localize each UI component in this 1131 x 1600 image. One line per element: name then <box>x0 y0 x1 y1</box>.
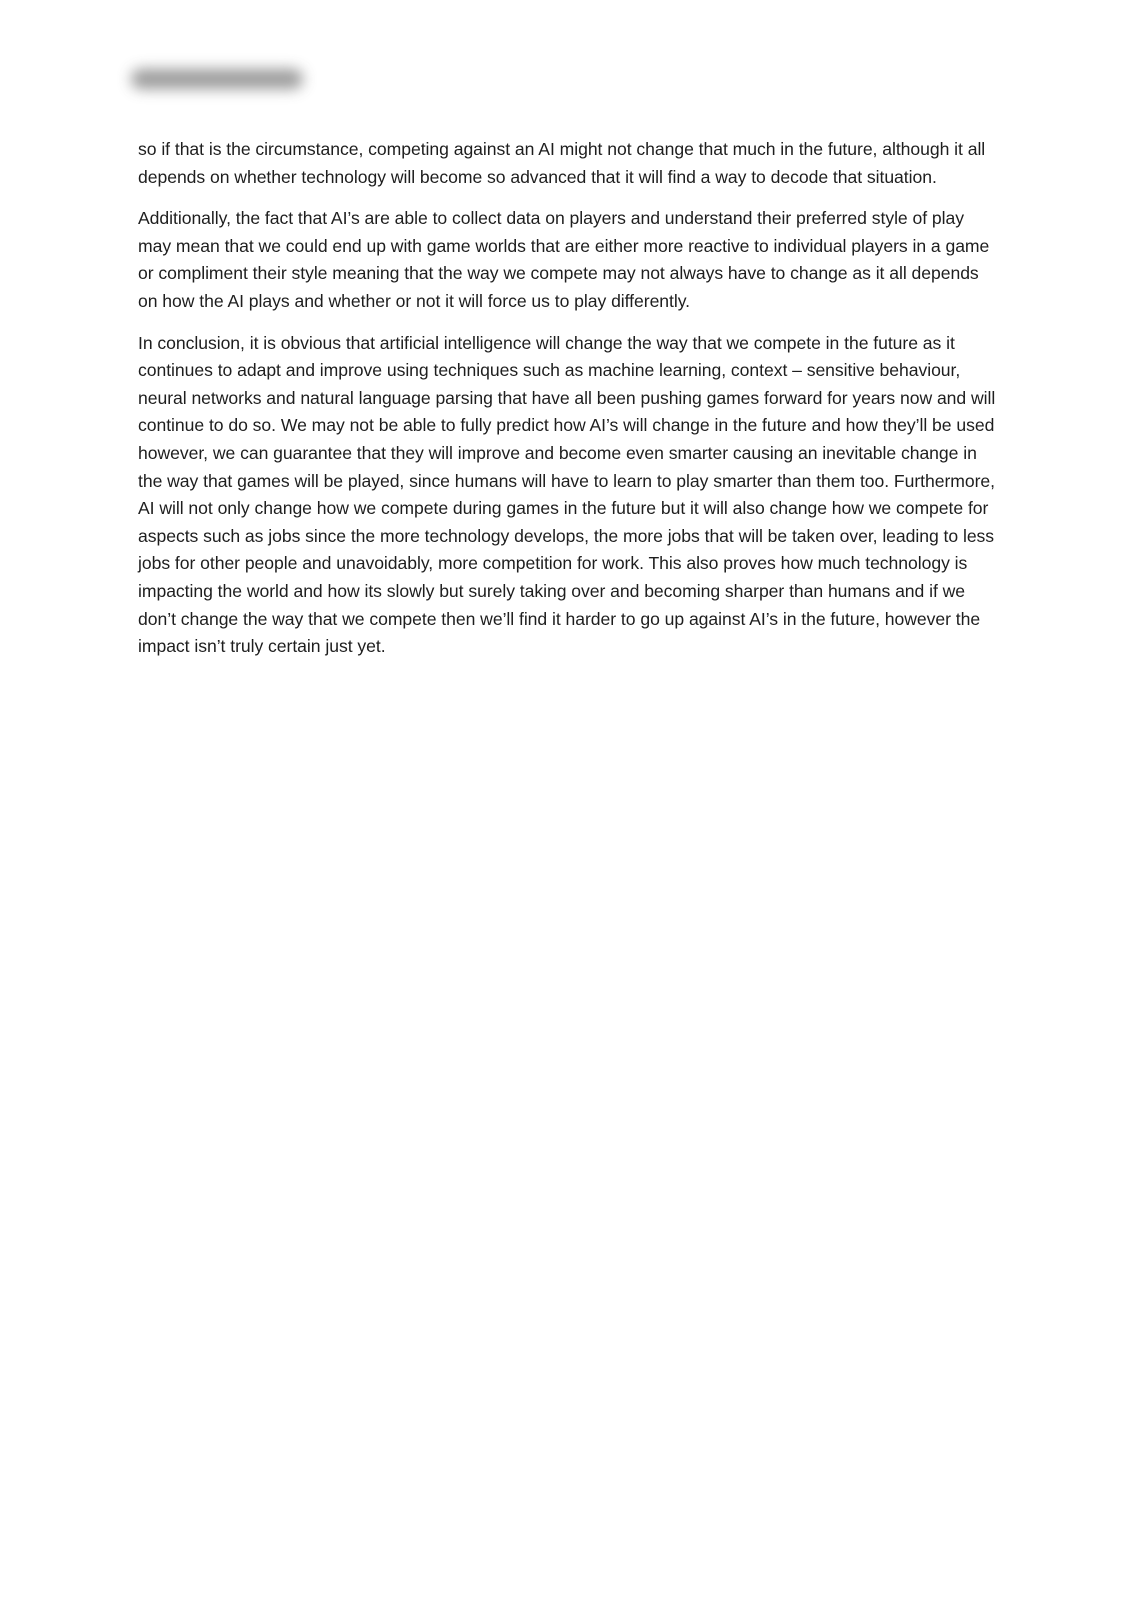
paragraph-3: In conclusion, it is obvious that artificial intelligence will change the way that we compete in the future as it continues to adapt and improve using techniques such as machine learning, context – sensitive behaviour, neural networks and natural language parsing that have all been pushing games forward for years now and will continue to do so. We may not be able to fully predict how AI’s will change in the future and how they’ll be used however, we can guarantee that they will improve and become even smarter causing an inevitable change in the way that games will be played, since humans will have to learn to play smarter than them too. Furthermore, AI will not only change how we compete during games in the future but it will also change how we compete for aspects such as jobs since the more technology develops, the more jobs that will be taken over, leading to less jobs for other people and unavoidably, more competition for work. This also proves how much technology is impacting the world and how its slowly but surely taking over and becoming sharper than humans and if we don’t change the way that we compete then we’ll find it harder to go up against AI’s in the future, however the impact isn’t truly certain just yet. <box>138 332 996 657</box>
paragraph-2: Additionally, the fact that AI’s are able to collect data on players and understand their preferred style of play may mean that we could end up with game worlds that are either more reactive to individual players in a game or compliment their style meaning that the way we compete may not always have to change as it all depends on how the AI plays and whether or not it will force us to play differently. <box>138 208 990 311</box>
redacted-author-name <box>125 64 315 94</box>
paragraph-1: so if that is the circumstance, competing against an AI might not change that much in the future, although it all depends on whether technology will become so advanced that it will find a way to decode that situation. <box>138 139 986 187</box>
redaction-blur <box>131 69 303 89</box>
document-body <box>138 136 998 675</box>
